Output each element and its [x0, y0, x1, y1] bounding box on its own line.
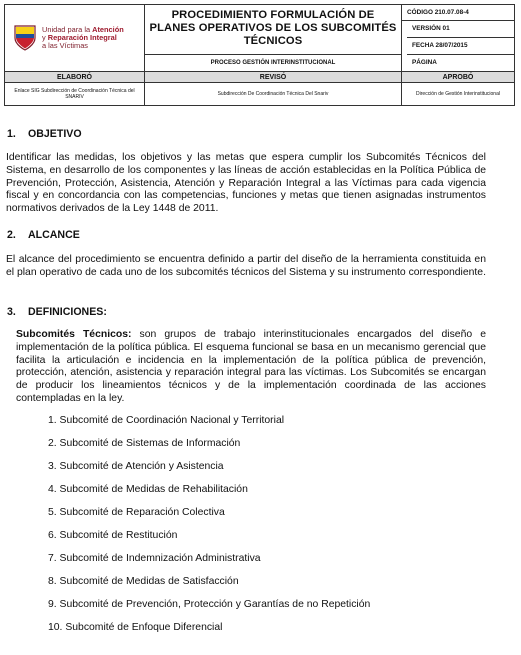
section-text-objetivo: Identificar las medidas, los objetivos y las metas que espera cumplir los Subcomités Técnicos del Sistema, en desarrollo de los componentes y las líneas de acción establecidas en la Política Pública de Prevención, Protección, Asistencia, Atención y Reparación Integral a las Víctimas para cada vigencia fiscal y en concordancia con las competencias, funciones y metas que tienen asignadas instrumentos normativos derivados de la Ley 1448 de 2011.: [6, 152, 486, 215]
list-item: 7. Subcomité de Indemnización Administrativa: [48, 553, 261, 564]
signer-reviso: Subdirección De Coordinación Técnica Del Snariv: [145, 83, 402, 106]
signer-aprobo: Dirección de Gestión Interinstitucional: [402, 83, 515, 106]
signer-elaboro: Enlace SIG Subdirección de Coordinación Técnica del SNARIV: [5, 83, 145, 106]
title-cell: [145, 5, 402, 72]
list-item: 4. Subcomité de Medidas de Rehabilitación: [48, 484, 248, 495]
list-item: 1. Subcomité de Coordinación Nacional y Territorial: [48, 415, 285, 426]
role-elaboro: ELABORÓ: [5, 72, 145, 83]
meta-stack: [402, 21, 515, 72]
date-cell: FECHA 28/07/2015: [407, 38, 514, 55]
definition-term: Subcomités Técnicos:: [16, 329, 132, 340]
section-heading-alcance: 2. ALCANCE: [7, 229, 80, 241]
section-text-alcance: El alcance del procedimiento se encuentra definido a partir del diseño de la herramienta constituida en el plan operativo de cada uno de los subcomités técnicos del Sistema y su instrumento correspondiente.: [6, 254, 486, 278]
section-heading-definiciones: 3. DEFINICIONES:: [7, 306, 107, 318]
page-cell: PÁGINA: [412, 59, 437, 66]
list-item: 10. Subcomité de Enfoque Diferencial: [48, 622, 223, 633]
list-item: 8. Subcomité de Medidas de Satisfacción: [48, 576, 239, 587]
section-heading-objetivo: 1. OBJETIVO: [7, 128, 82, 140]
list-item: 9. Subcomité de Prevención, Protección y Garantías de no Repetición: [48, 599, 371, 610]
list-item: 2. Subcomité de Sistemas de Información: [48, 438, 241, 449]
role-reviso: REVISÓ: [145, 72, 402, 83]
role-aprobo: APROBÓ: [402, 72, 515, 83]
document-title: PROCEDIMIENTO FORMULACIÓN DE PLANES OPERATIVOS DE LOS SUBCOMITÉS TÉCNICOS: [149, 9, 397, 47]
logo-text: Unidad para la Atención y Reparación Integral a las Víctimas: [42, 24, 124, 51]
logo: [5, 5, 144, 71]
list-item: 6. Subcomité de Restitución: [48, 530, 178, 541]
logo-cell: [5, 5, 145, 72]
process-name: PROCESO GESTIÓN INTERINSTITUCIONAL: [145, 54, 401, 71]
subcomites-list: [48, 414, 370, 644]
section-text-definiciones: Subcomités Técnicos: son grupos de trabajo interinstitucionales encargados del diseño e implementación de la política pública. El esquema funcional se basa en un mecanismo gerencial que facilita la articulación e incidencia en la implementación de la política pública de prevención, protección, atención, asistencia y reparación integral para las víctimas. Los Subcomités se encargan de producir los lineamientos técnicos y de la implementación coordinada de las acciones contempladas en la ley.: [16, 329, 486, 404]
code-cell: CÓDIGO 210.07.08-4: [402, 5, 515, 21]
list-item: 3. Subcomité de Atención y Asistencia: [48, 461, 224, 472]
list-item: 5. Subcomité de Reparación Colectiva: [48, 507, 225, 518]
version-cell: VERSIÓN 01: [407, 21, 514, 38]
colombia-shield-icon: [13, 24, 37, 52]
document-header: [4, 4, 515, 106]
